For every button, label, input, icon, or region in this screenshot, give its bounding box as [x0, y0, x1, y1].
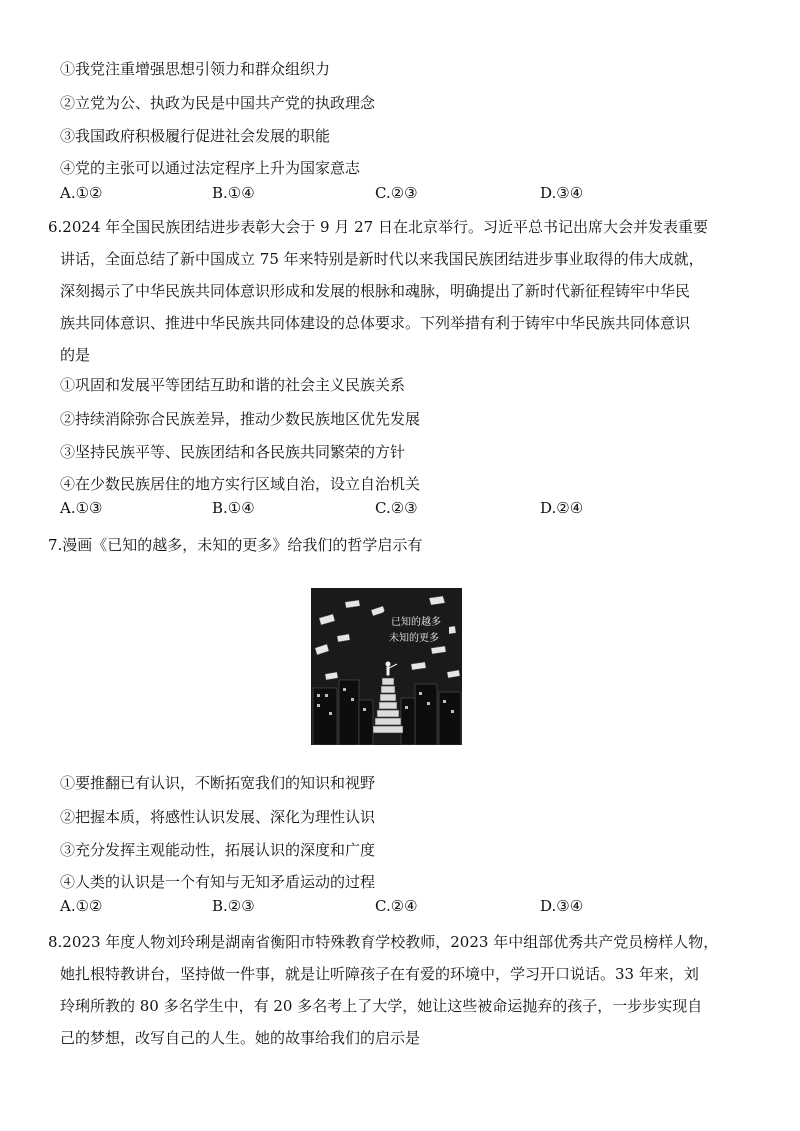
q7-item-4: ④人类的认识是一个有知与无知矛盾运动的过程 — [60, 873, 376, 891]
q6-option-c: C.②③ — [375, 499, 418, 517]
q8-stem-line-3: 玲琍所教的 80 多名学生中，有 20 多名考上了大学，她让这些被命运抛弃的孩子，一步步实现自 — [60, 997, 703, 1015]
q6-stem-line-5: 的是 — [60, 346, 91, 364]
q6-item-2: ②持续消除弥合民族差异，推动少数民族地区优先发展 — [60, 410, 421, 428]
q6-option-d: D.②④ — [540, 499, 584, 517]
q8-stem-line-4: 己的梦想，改写自己的人生。她的故事给我们的启示是 — [60, 1029, 421, 1047]
cartoon-caption-line-1: 已知的越多 — [391, 617, 441, 628]
q6-option-b: B.①④ — [212, 499, 255, 517]
q5-item-1: ①我党注重增强思想引领力和群众组织力 — [60, 60, 331, 78]
q5-item-3: ③我国政府积极履行促进社会发展的职能 — [60, 127, 331, 145]
cartoon-image — [311, 588, 462, 745]
q7-option-c: C.②④ — [375, 897, 418, 915]
q5-option-b: B.①④ — [212, 184, 255, 202]
q6-stem — [48, 211, 760, 371]
cartoon-books-city-illustration — [311, 588, 462, 745]
q6-stem-line-3: 深刻揭示了中华民族共同体意识形成和发展的根脉和魂脉，明确提出了新时代新征程铸牢中华民 — [60, 282, 691, 300]
q6-option-a: A.①③ — [60, 499, 103, 517]
q7-stem: 7.漫画《已知的越多，未知的更多》给我们的哲学启示有 — [48, 536, 423, 554]
q8-stem-line-1: 8.2023 年度人物刘玲琍是湖南省衡阳市特殊教育学校教师，2023 年中组部优秀共产党员榜样人物， — [48, 933, 719, 951]
q5-option-d: D.③④ — [540, 184, 584, 202]
q8-stem-line-2: 她扎根特教讲台，坚持做一件事，就是让听障孩子在有爱的环境中，学习开口说话。33 年来，刘 — [60, 965, 699, 983]
q6-stem-line-2: 讲话，全面总结了新中国成立 75 年来特别是新时代以来我国民族团结进步事业取得的伟大成就， — [60, 250, 704, 268]
q7-option-d: D.③④ — [540, 897, 584, 915]
q8-stem — [48, 926, 760, 1054]
q7-option-a: A.①② — [60, 897, 103, 915]
q5-item-4: ④党的主张可以通过法定程序上升为国家意志 — [60, 159, 361, 177]
q6-item-3: ③坚持民族平等、民族团结和各民族共同繁荣的方针 — [60, 443, 406, 461]
q6-stem-line-4: 族共同体意识、推进中华民族共同体建设的总体要求。下列举措有利于铸牢中华民族共同体意识 — [60, 314, 691, 332]
q6-item-1: ①巩固和发展平等团结互助和谐的社会主义民族关系 — [60, 376, 406, 394]
cartoon-caption-line-2: 未知的更多 — [389, 633, 439, 644]
q5-option-a: A.①② — [60, 184, 103, 202]
q7-item-1: ①要推翻已有认识，不断拓宽我们的知识和视野 — [60, 774, 376, 792]
q6-stem-line-1: 6.2024 年全国民族团结进步表彰大会于 9 月 27 日在北京举行。习近平总书记出席大会并发表重要 — [48, 218, 708, 236]
q7-item-2: ②把握本质，将感性认识发展、深化为理性认识 — [60, 808, 376, 826]
q6-item-4: ④在少数民族居住的地方实行区域自治，设立自治机关 — [60, 475, 421, 493]
q5-option-c: C.②③ — [375, 184, 418, 202]
q7-item-3: ③充分发挥主观能动性，拓展认识的深度和广度 — [60, 841, 376, 859]
q5-item-2: ②立党为公、执政为民是中国共产党的执政理念 — [60, 94, 376, 112]
q7-option-b: B.②③ — [212, 897, 255, 915]
